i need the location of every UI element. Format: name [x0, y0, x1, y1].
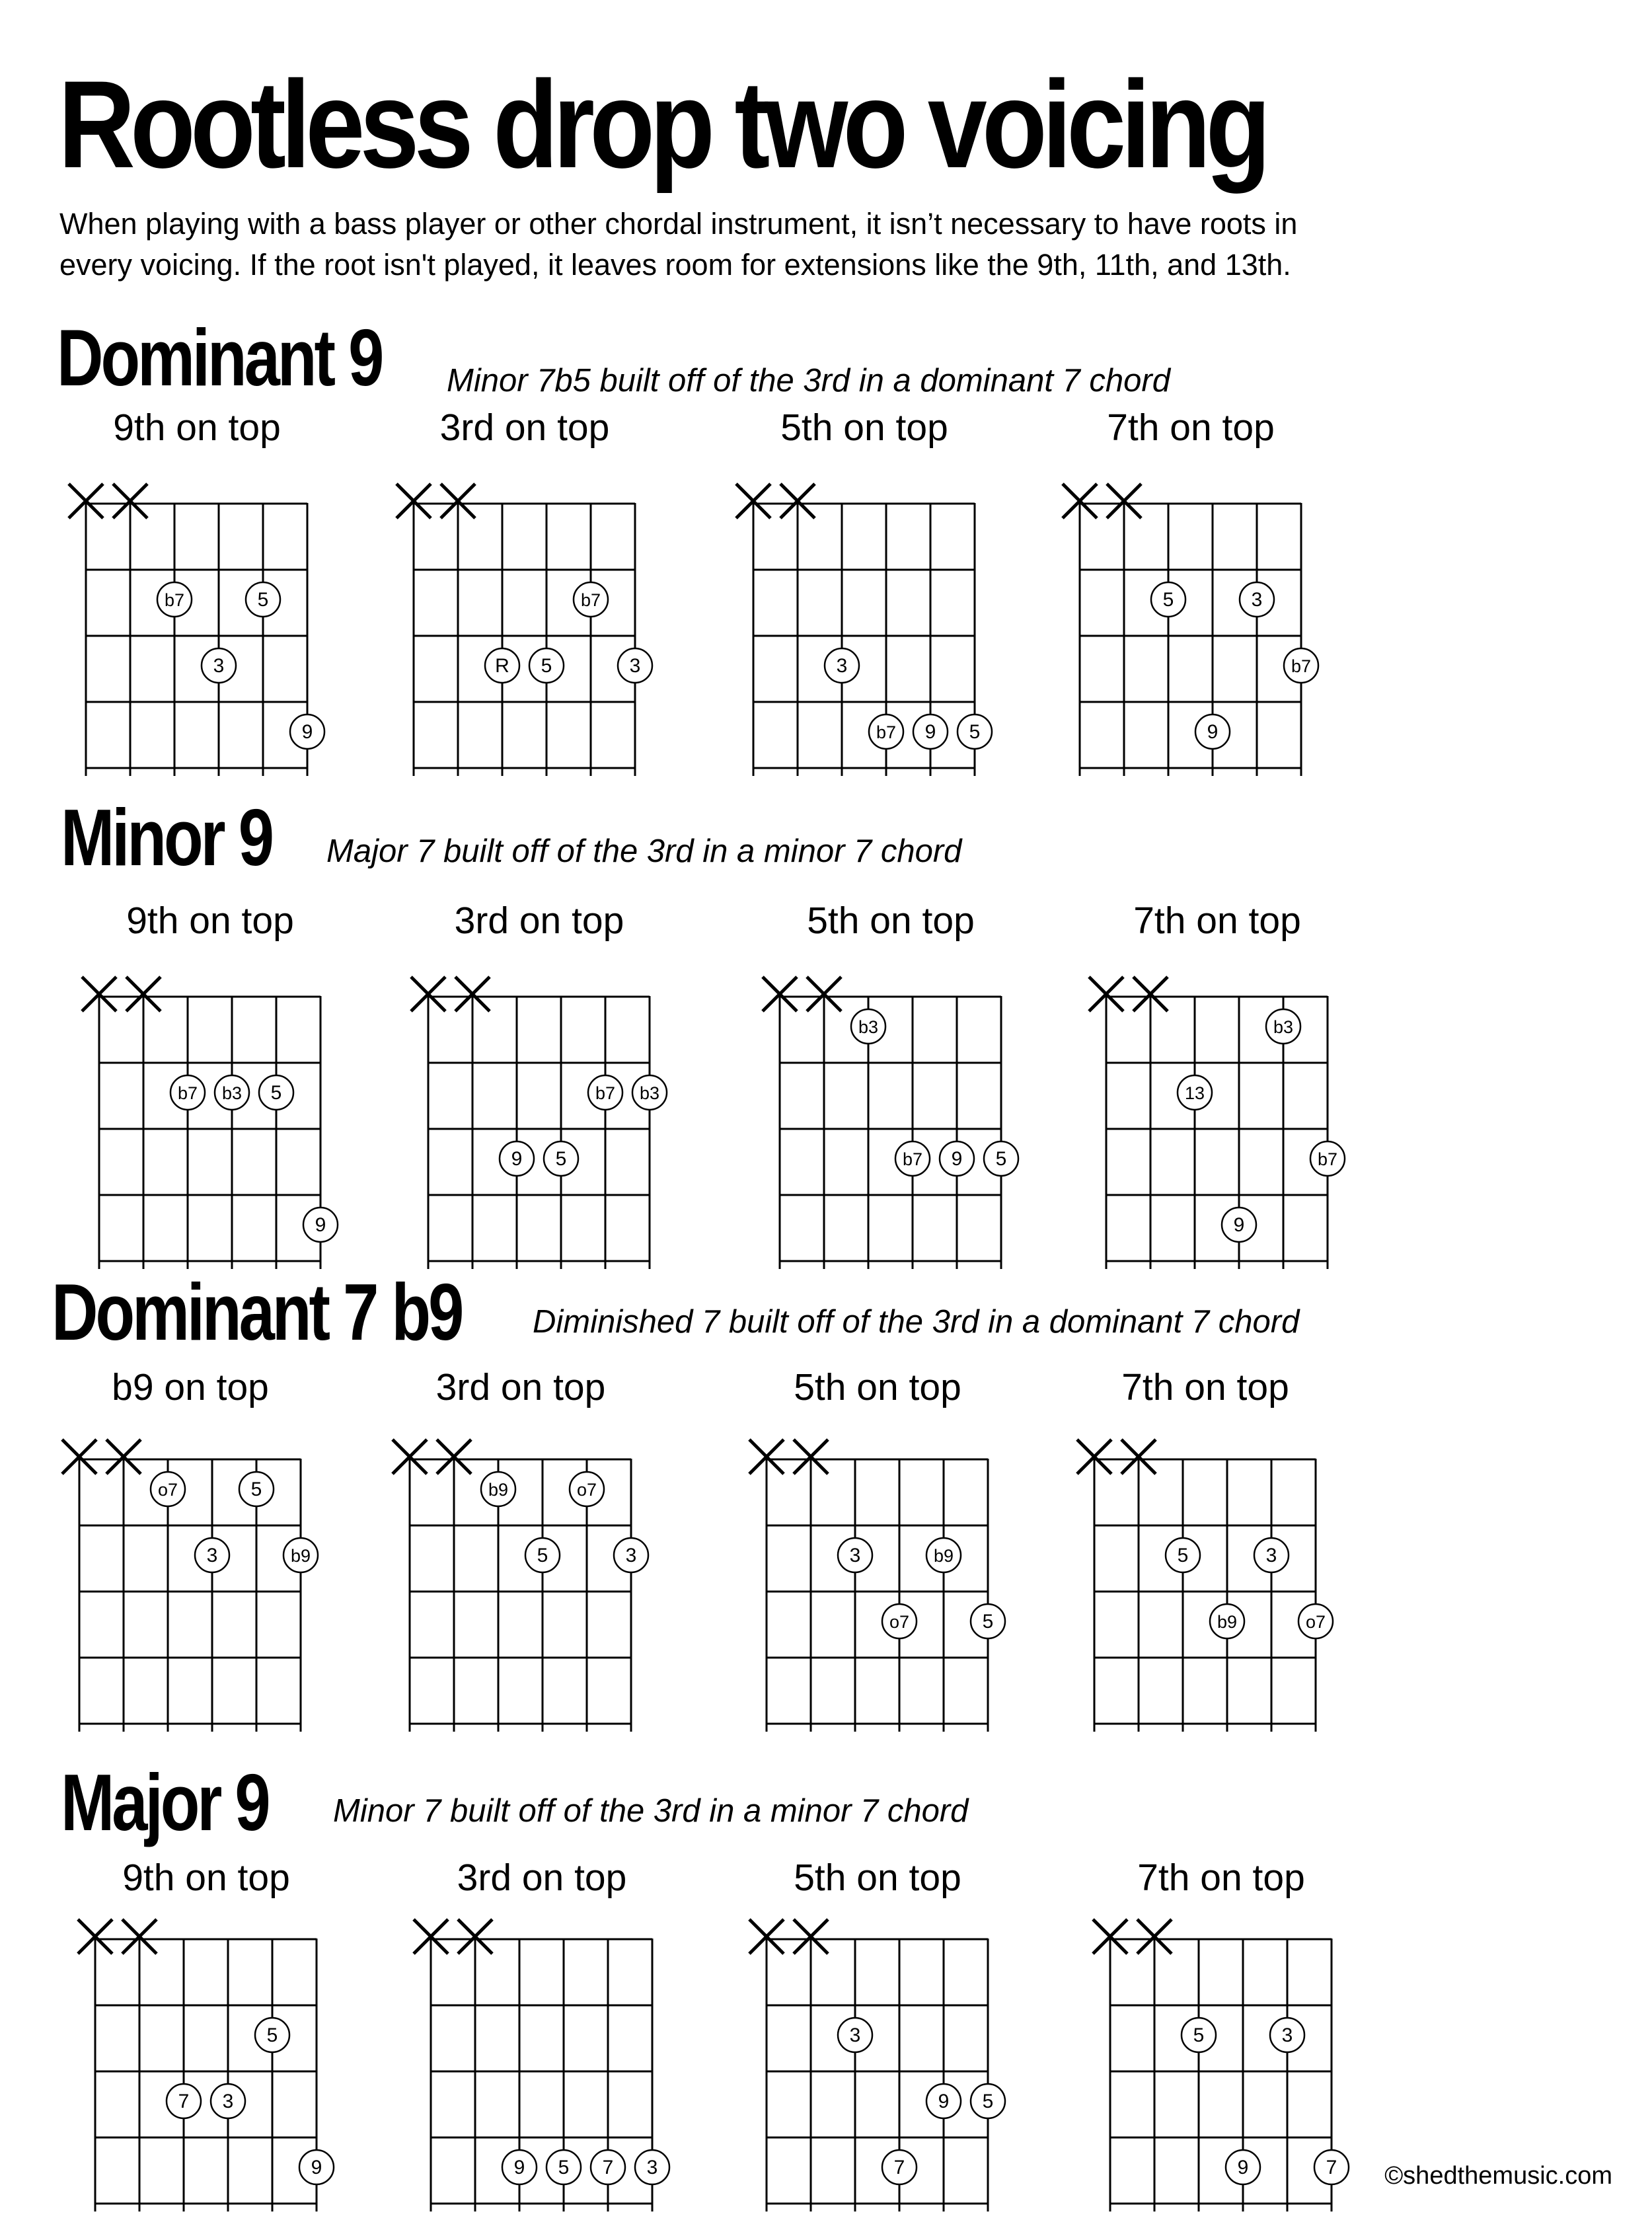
- note-marker: [157, 582, 192, 617]
- diagram-caption: 7th on top: [1137, 1857, 1305, 1899]
- diagram-caption: 5th on top: [807, 900, 975, 942]
- fretboard-grid: [391, 1855, 695, 2230]
- note-label: b9: [1217, 1612, 1238, 1632]
- note-marker: [1266, 1009, 1300, 1044]
- chord-diagram: [59, 898, 363, 1288]
- note-label: 5: [537, 1545, 548, 1566]
- note-marker: [1151, 582, 1185, 617]
- note-marker: [211, 2084, 245, 2118]
- note-label: 9: [311, 2157, 322, 2178]
- fretboard-grid: [1040, 404, 1344, 794]
- chord-diagram: [714, 404, 1018, 794]
- section-title-dominant-9: Dominant 9: [57, 313, 382, 403]
- note-marker: [957, 714, 992, 749]
- note-marker: [1240, 582, 1274, 617]
- note-label: b7: [902, 1149, 923, 1169]
- note-label: b7: [1291, 656, 1312, 676]
- note-label: 5: [555, 1148, 567, 1170]
- note-label: 9: [315, 1214, 326, 1236]
- note-label: 3: [849, 2024, 861, 2046]
- note-marker: [618, 648, 652, 683]
- fretboard-grid: [1067, 898, 1370, 1288]
- note-label: 5: [266, 2024, 278, 2046]
- fretboard-grid: [370, 1364, 674, 1750]
- chord-diagram: [1040, 404, 1344, 794]
- note-label: 5: [1193, 2024, 1205, 2046]
- intro-text: [59, 204, 1599, 286]
- note-marker: [591, 2150, 625, 2184]
- note-marker: [635, 2150, 669, 2184]
- note-marker: [838, 2018, 872, 2052]
- note-marker: [1310, 1141, 1345, 1176]
- chord-diagram: [740, 898, 1044, 1288]
- note-label: 3: [1251, 589, 1263, 611]
- note-label: 5: [982, 1611, 994, 1633]
- note-marker: [546, 2150, 581, 2184]
- note-label: 3: [629, 655, 641, 677]
- note-marker: [195, 1538, 229, 1572]
- diagram-caption: 5th on top: [794, 1366, 961, 1408]
- chord-diagram: [727, 1364, 1031, 1750]
- note-label: 7: [178, 2091, 190, 2112]
- diagram-caption: 9th on top: [126, 900, 294, 942]
- chord-diagram: [56, 1855, 359, 2230]
- note-label: 9: [513, 2157, 525, 2178]
- note-marker: [1210, 1604, 1244, 1638]
- note-marker: [825, 648, 859, 683]
- note-label: 3: [1281, 2024, 1293, 2046]
- note-label: b7: [164, 590, 185, 610]
- diagram-caption: 3rd on top: [457, 1857, 627, 1899]
- diagram-caption: 9th on top: [122, 1857, 290, 1899]
- note-marker: [913, 714, 948, 749]
- section-subtitle-dominant-7-b9: Diminished 7 built off of the 3rd in a dominant 7 chord: [533, 1304, 1300, 1340]
- section-title-dominant-7-b9: Dominant 7 b9: [52, 1267, 462, 1357]
- fretboard-grid: [714, 404, 1018, 794]
- chord-diagram: [727, 1855, 1031, 2230]
- note-label: 3: [836, 655, 848, 677]
- note-label: 5: [995, 1148, 1007, 1170]
- chord-diagram: [374, 404, 678, 794]
- copyright-credit: ©shedthemusic.com: [1384, 2162, 1612, 2190]
- fretboard-grid: [374, 404, 678, 794]
- diagram-caption: 9th on top: [113, 406, 281, 449]
- fretboard-grid: [727, 1855, 1031, 2230]
- note-marker: [588, 1075, 622, 1110]
- note-label: 3: [646, 2157, 658, 2178]
- note-marker: [502, 2150, 537, 2184]
- fretboard-grid: [40, 1364, 344, 1750]
- note-marker: [1182, 2018, 1216, 2052]
- chord-diagram: [1067, 898, 1370, 1288]
- diagram-caption: 3rd on top: [439, 406, 610, 449]
- note-marker: [926, 1538, 961, 1572]
- chord-diagram: [1055, 1364, 1359, 1750]
- note-marker: [614, 1538, 648, 1572]
- fretboard-grid: [59, 898, 363, 1288]
- note-marker: [882, 1604, 917, 1638]
- note-label: b3: [221, 1083, 243, 1103]
- note-marker: [1166, 1538, 1200, 1572]
- note-marker: [239, 1472, 274, 1506]
- section-subtitle-dominant-9: Minor 7b5 built off of the 3rd in a dominant 7 chord: [447, 363, 1170, 399]
- note-label: 5: [1162, 589, 1174, 611]
- note-marker: [574, 582, 608, 617]
- note-label: b7: [580, 590, 601, 610]
- note-marker: [940, 1141, 974, 1176]
- note-label: 9: [1207, 721, 1219, 743]
- note-label: 9: [1237, 2157, 1249, 2178]
- intro-line-2: every voicing. If the root isn't played, it leaves room for extensions like the 9th, 11th, and 13th.: [59, 248, 1291, 282]
- note-marker: [971, 1604, 1005, 1638]
- note-label: 9: [511, 1148, 523, 1170]
- section-subtitle-major-9: Minor 7 built off of the 3rd in a minor 7 chord: [333, 1793, 969, 1829]
- chord-diagram: [370, 1364, 674, 1750]
- note-label: 3: [213, 655, 225, 677]
- note-label: 7: [893, 2157, 905, 2178]
- note-label: b3: [639, 1083, 660, 1103]
- note-marker: [869, 714, 903, 749]
- note-label: 9: [951, 1148, 963, 1170]
- note-marker: [1270, 2018, 1304, 2052]
- note-marker: [283, 1538, 318, 1572]
- note-label: o7: [889, 1612, 910, 1632]
- note-marker: [481, 1472, 515, 1506]
- note-marker: [1178, 1075, 1212, 1110]
- note-marker: [151, 1472, 185, 1506]
- note-marker: [851, 1009, 885, 1044]
- note-marker: [246, 582, 280, 617]
- note-marker: [529, 648, 564, 683]
- diagram-caption: 7th on top: [1133, 900, 1301, 942]
- diagram-caption: 5th on top: [794, 1857, 961, 1899]
- note-label: b7: [177, 1083, 198, 1103]
- note-label: 5: [257, 589, 269, 611]
- note-marker: [971, 2084, 1005, 2118]
- diagram-caption: 5th on top: [780, 406, 948, 449]
- section-title-minor-9: Minor 9: [61, 792, 272, 882]
- fretboard-grid: [389, 898, 693, 1288]
- chord-diagram: [389, 898, 693, 1288]
- note-marker: [259, 1075, 293, 1110]
- fretboard-grid: [56, 1855, 359, 2230]
- note-marker: [895, 1141, 930, 1176]
- fretboard-grid: [1070, 1855, 1374, 2230]
- note-marker: [570, 1472, 604, 1506]
- note-label: b7: [876, 722, 897, 742]
- note-marker: [525, 1538, 560, 1572]
- note-label: 9: [1233, 1214, 1245, 1236]
- note-marker: [170, 1075, 205, 1110]
- note-marker: [485, 648, 519, 683]
- note-label: b9: [488, 1480, 509, 1500]
- note-marker: [299, 2150, 334, 2184]
- note-label: b7: [1317, 1149, 1338, 1169]
- fretboard-grid: [740, 898, 1044, 1288]
- note-marker: [882, 2150, 917, 2184]
- note-label: 9: [938, 2091, 950, 2112]
- note-marker: [500, 1141, 534, 1176]
- note-label: 5: [250, 1479, 262, 1500]
- fretboard-grid: [727, 1364, 1031, 1750]
- note-marker: [215, 1075, 249, 1110]
- page-title: Rootless drop two voicing: [58, 55, 1266, 194]
- diagram-caption: 7th on top: [1121, 1366, 1289, 1408]
- note-label: 3: [206, 1545, 218, 1566]
- fretboard-grid: [1055, 1364, 1359, 1750]
- chord-diagram: [1070, 1855, 1374, 2230]
- note-label: 5: [969, 721, 981, 743]
- diagram-caption: 3rd on top: [435, 1366, 606, 1408]
- note-marker: [1314, 2150, 1349, 2184]
- note-label: 5: [982, 2091, 994, 2112]
- note-marker: [1254, 1538, 1289, 1572]
- note-label: 9: [924, 721, 936, 743]
- chord-diagram: [40, 1364, 344, 1750]
- note-label: 5: [1177, 1545, 1189, 1566]
- section-title-major-9: Major 9: [61, 1757, 268, 1847]
- note-marker: [1284, 648, 1318, 683]
- note-marker: [984, 1141, 1018, 1176]
- section-subtitle-minor-9: Major 7 built off of the 3rd in a minor 7 chord: [326, 833, 962, 869]
- note-label: o7: [157, 1480, 178, 1500]
- note-marker: [544, 1141, 578, 1176]
- chord-diagram: [391, 1855, 695, 2230]
- note-label: b9: [933, 1546, 954, 1566]
- note-label: b3: [1273, 1017, 1294, 1037]
- note-marker: [303, 1208, 338, 1242]
- chord-diagram: [46, 404, 350, 794]
- note-label: b7: [595, 1083, 616, 1103]
- note-label: 7: [602, 2157, 614, 2178]
- note-label: 9: [301, 721, 313, 743]
- note-marker: [1226, 2150, 1260, 2184]
- note-marker: [202, 648, 236, 683]
- diagram-caption: b9 on top: [112, 1366, 269, 1408]
- note-label: 5: [558, 2157, 570, 2178]
- note-marker: [632, 1075, 667, 1110]
- note-label: 3: [222, 2091, 234, 2112]
- note-label: 7: [1326, 2157, 1337, 2178]
- note-marker: [1195, 714, 1230, 749]
- note-label: 13: [1184, 1083, 1205, 1103]
- note-marker: [255, 2018, 289, 2052]
- diagram-caption: 3rd on top: [454, 900, 624, 942]
- note-marker: [838, 1538, 872, 1572]
- note-label: o7: [1305, 1612, 1326, 1632]
- note-label: 3: [849, 1545, 861, 1566]
- fretboard-grid: [46, 404, 350, 794]
- note-marker: [1298, 1604, 1333, 1638]
- note-marker: [926, 2084, 961, 2118]
- note-label: 3: [1265, 1545, 1277, 1566]
- note-label: R: [495, 655, 509, 677]
- note-label: 5: [270, 1082, 282, 1104]
- note-marker: [1222, 1208, 1256, 1242]
- note-marker: [167, 2084, 201, 2118]
- intro-line-1: When playing with a bass player or other chordal instrument, it isn’t necessary to have roots in: [59, 207, 1298, 241]
- diagram-caption: 7th on top: [1107, 406, 1275, 449]
- note-label: 5: [541, 655, 552, 677]
- note-label: b9: [290, 1546, 311, 1566]
- note-marker: [290, 714, 324, 749]
- note-label: o7: [576, 1480, 597, 1500]
- note-label: 3: [625, 1545, 637, 1566]
- note-label: b3: [858, 1017, 879, 1037]
